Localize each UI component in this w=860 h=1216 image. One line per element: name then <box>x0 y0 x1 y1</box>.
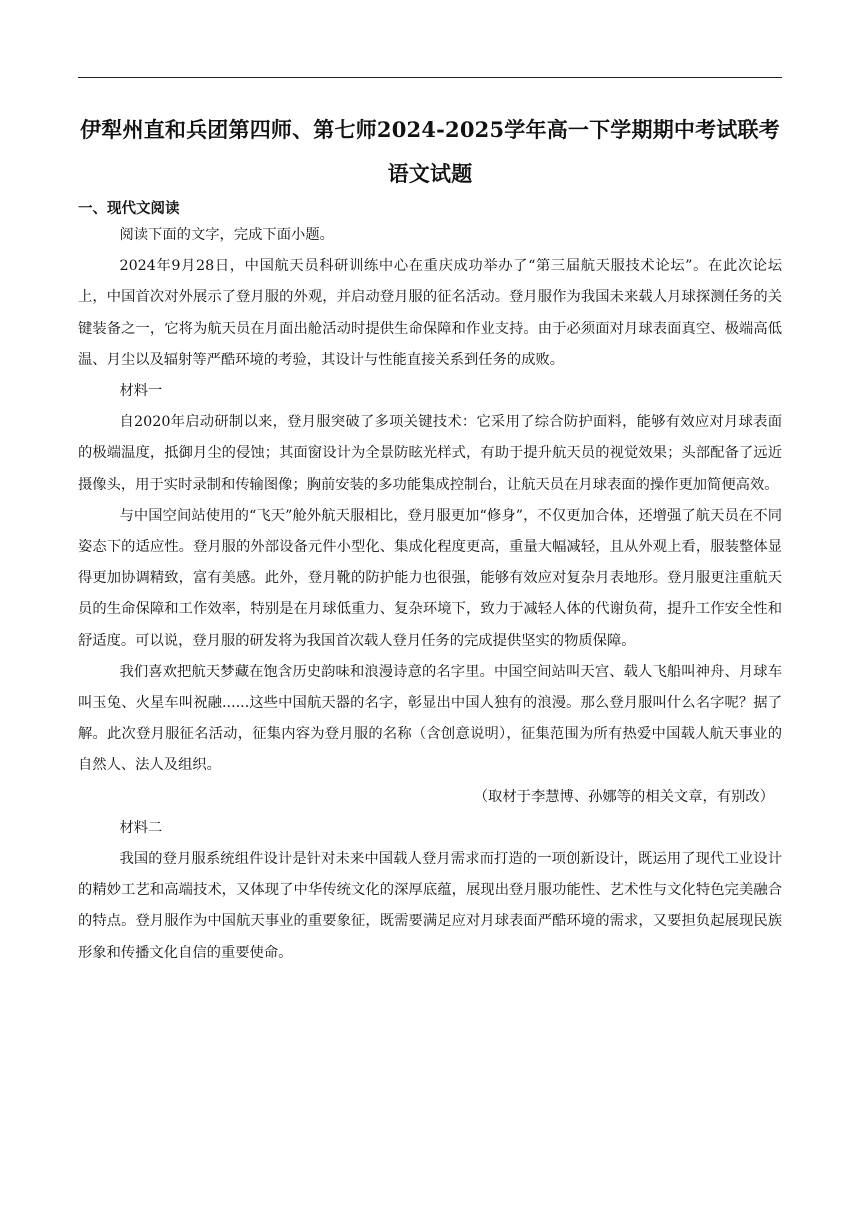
reading-passage <box>78 220 782 969</box>
material-one-paragraph-2: 与中国空间站使用的“飞天”舱外航天服相比，登月服更加“修身”，不仅更加合体，还增强了航天员在不同姿态下的适应性。登月服的外部设备元件小型化、集成化程度更高，重量大幅减轻，且从外观上看，服装整体显得更加协调精致，富有美感。此外，登月靴的防护能力也很强，能够有效应对复杂月表地形。登月服更注重航天员的生命保障和工作效率，特别是在月球低重力、复杂环境下，致力于减轻人体的代谢负荷，提升工作安全性和舒适度。可以说，登月服的研发将为我国首次载人登月任务的完成提供坚实的物质保障。 <box>78 507 782 649</box>
instruction-text: 阅读下面的文字，完成下面小题。 <box>119 227 334 243</box>
intro-paragraph: 2024年9月28日，中国航天员科研训练中心在重庆成功举办了“第三届航天服技术论坛”。在此次论坛上，中国首次对外展示了登月服的外观，并启动登月服的征名活动。登月服作为我国未来载人月球探测任务的关键装备之一，它将为航天员在月面出舱活动时提供生命保障和作业支持。由于必须面对月球表面真空、极端高低温、月尘以及辐射等严酷环境的考验，其设计与性能直接关系到任务的成败。 <box>78 258 782 368</box>
material-two-paragraph-1: 我国的登月服系统组件设计是针对未来中国载人登月需求而打造的一项创新设计，既运用了现代工业设计的精妙工艺和高端技术，又体现了中华传统文化的深厚底蕴，展现出登月服功能性、艺术性与文化特色完美融合的特点。登月服作为中国航天事业的重要象征，既需要满足应对月球表面严酷环境的需求，又要担负起展现民族形象和传播文化自信的重要使命。 <box>78 851 782 961</box>
exam-title: 伊犁州直和兵团第四师、第七师2024-2025学年高一下学期期中考试联考 <box>80 117 780 142</box>
material-one-label: 材料一 <box>119 383 163 400</box>
material-one-paragraph-1: 自2020年启动研制以来，登月服突破了多项关键技术：它采用了综合防护面料，能够有效应对月球表面的极端温度，抵御月尘的侵蚀；其面窗设计为全景防眩光样式，有助于提升航天员的视觉效果；头部配备了远近摄像头，用于实时录制和传输图像；胸前安装的多功能集成控制台，让航天员在月球表面的操作更加简便高效。 <box>78 414 782 493</box>
material-two-label: 材料二 <box>119 819 163 836</box>
section-heading: 一、现代文阅读 <box>78 201 180 217</box>
material-one-source: （取材于李慧博、孙娜等的相关文章，有别改） <box>473 788 774 805</box>
material-one-paragraph-3: 我们喜欢把航天梦藏在饱含历史韵味和浪漫诗意的名字里。中国空间站叫天宫、载人飞船叫神舟、月球车叫玉兔、火星车叫祝融......这些中国航天器的名字，彰显出中国人独有的浪漫。那么登月服叫什么名字呢？据了解。此次登月服征名活动，征集内容为登月服的名称（含创意说明），征集范围为所有热爱中国载人航天事业的自然人、法人及组织。 <box>78 663 782 774</box>
exam-subject-title: 语文试题 <box>387 161 473 186</box>
header-rule <box>78 77 782 78</box>
